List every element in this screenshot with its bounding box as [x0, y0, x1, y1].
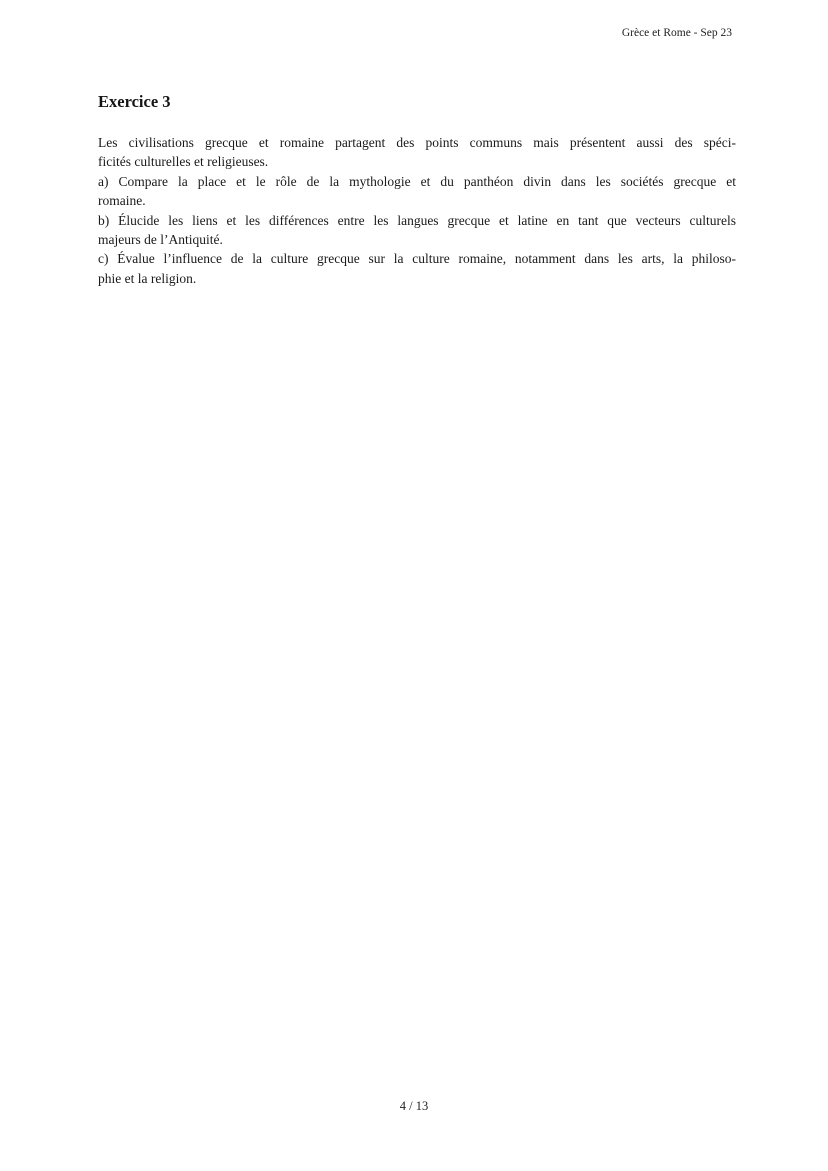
body-text-line: c) Évalue l’influence de la culture grecque sur la culture romaine, notamment dans les arts, la philoso-: [98, 251, 736, 267]
body-text-line: phie et la religion.: [98, 270, 197, 286]
exercise-body: [98, 133, 736, 288]
body-text-line: majeurs de l’Antiquité.: [98, 232, 223, 248]
page-number: 4 / 13: [399, 1099, 429, 1113]
exercise-title: Exercice 3: [98, 92, 171, 111]
body-text-line: romaine.: [98, 193, 146, 209]
body-text-line: a) Compare la place et le rôle de la mythologie et du panthéon divin dans les sociétés grecque et: [98, 173, 736, 189]
document-header: Grèce et Rome - Sep 23: [621, 27, 732, 39]
body-text-line: ficités culturelles et religieuses.: [98, 154, 269, 170]
body-text-line: Les civilisations grecque et romaine partagent des points communs mais présentent aussi des spéci-: [98, 135, 736, 150]
document-body: [98, 92, 736, 288]
body-text-line: b) Élucide les liens et les différences entre les langues grecque et latine en tant que vecteurs culturels: [98, 212, 736, 228]
